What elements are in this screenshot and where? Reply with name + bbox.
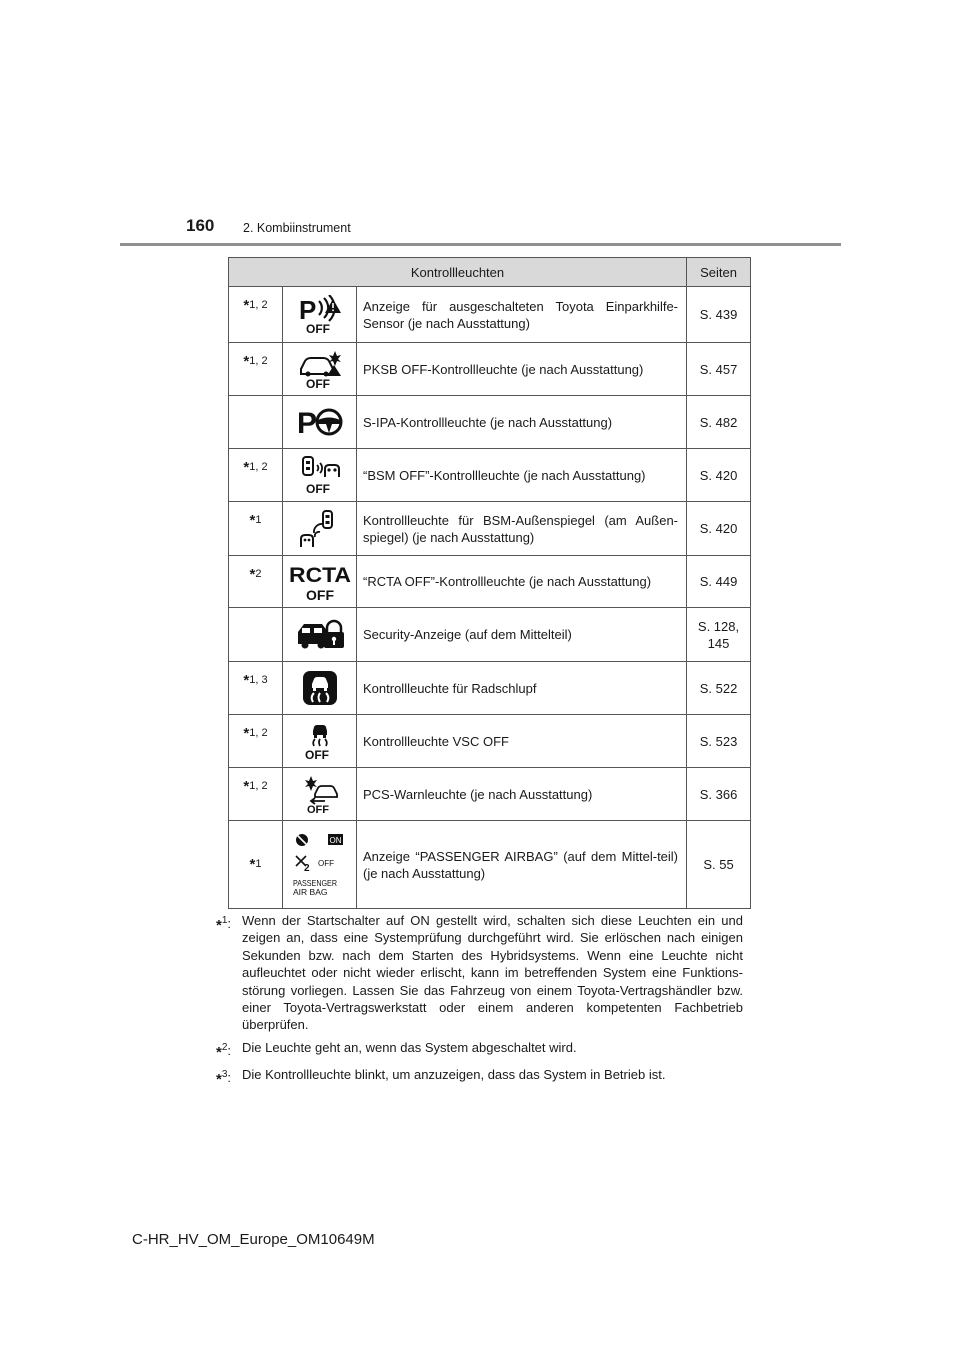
parking-sensor-off-icon	[283, 287, 357, 343]
svg-text:AIR BAG: AIR BAG	[292, 886, 327, 897]
page-number: 160	[186, 216, 215, 235]
row-note	[229, 608, 283, 662]
footnotes	[216, 912, 743, 1094]
row-note: *1, 3	[229, 662, 283, 715]
table-row	[229, 396, 751, 449]
svg-text:PASSENGER: PASSENGER	[292, 877, 337, 888]
row-page: S. 420	[687, 502, 751, 556]
row-description: PKSB OFF-Kontrollleuchte (je nach Ausstattung)	[357, 343, 687, 396]
footnote-text: Die Leuchte geht an, wenn das System abgeschaltet wird.	[242, 1039, 577, 1055]
svg-text:P: P	[296, 407, 317, 439]
bsm-off-icon	[283, 449, 357, 502]
rcta-off-icon	[283, 556, 357, 608]
footnote: *$^1$: Wenn der Startschalter auf ON gestellt wird, schalten sich diese Leuchten ein und zeigen an, dass eine Systemprüfung durchgeführt wird. Sie erlöschen nach einigen Sekunden bzw. nach dem Starten des Hybridsystems. Wenn eine Leuchte nicht aufleuchtet oder nicht wieder erlischt, kann im betreffenden System eine Funktions-störung vorliegen. Lassen Sie das Fahrzeug von einem Toyota-Vertragshändler bzw. einer Toyota-Vertragswerkstatt oder einem anderen kompetenten Fachbetrieb überprüfen.	[216, 913, 743, 1033]
footnote-text: Die Kontrollleuchte blinkt, um anzuzeigen, dass das System in Betrieb ist.	[242, 1067, 666, 1083]
header-pages: Seiten	[687, 258, 751, 287]
passenger-airbag-icon	[283, 821, 357, 909]
svg-text:OFF: OFF	[317, 858, 334, 868]
svg-text:OFF: OFF	[305, 482, 330, 495]
row-note: *1, 2	[229, 449, 283, 502]
row-description: “BSM OFF”-Kontrollleuchte (je nach Ausstattung)	[357, 449, 687, 502]
row-description: Kontrollleuchte VSC OFF	[357, 715, 687, 768]
row-note: *1	[229, 821, 283, 909]
row-description: “RCTA OFF”-Kontrollleuchte (je nach Ausstattung)	[357, 556, 687, 608]
footnote: *$^3$: Die Kontrollleuchte blinkt, um anzuzeigen, dass das System in Betrieb ist.	[216, 1066, 743, 1088]
row-note: *1, 2	[229, 287, 283, 343]
header-rule	[120, 243, 841, 246]
table-header-row	[229, 258, 751, 287]
row-note: *1, 2	[229, 343, 283, 396]
row-page: S. 366	[687, 768, 751, 821]
table-row	[229, 821, 751, 909]
section-title: 2. Kombiinstrument	[243, 221, 351, 235]
slip-indicator-icon	[283, 662, 357, 715]
table-row	[229, 608, 751, 662]
svg-text:OFF: OFF	[305, 321, 330, 335]
document-code: C-HR_HV_OM_Europe_OM10649M	[132, 1231, 375, 1248]
header-lights: Kontrollleuchten	[229, 258, 687, 287]
footnote: *$^2$: Die Leuchte geht an, wenn das System abgeschaltet wird.	[216, 1039, 743, 1061]
indicator-lights-table	[228, 257, 751, 909]
row-description: Anzeige für ausgeschalteten Toyota Einparkhilfe-Sensor (je nach Ausstattung)	[357, 287, 687, 343]
svg-text:RCTA: RCTA	[288, 563, 351, 587]
table-row	[229, 287, 751, 343]
svg-text:OFF: OFF	[305, 377, 330, 389]
row-note: *1, 2	[229, 715, 283, 768]
row-page: S. 128, 145	[687, 608, 751, 662]
svg-text:OFF: OFF	[306, 804, 329, 814]
svg-text:2: 2	[303, 862, 310, 874]
row-description: Kontrollleuchte für BSM-Außenspiegel (am Außen-spiegel) (je nach Ausstattung)	[357, 502, 687, 556]
row-page: S. 55	[687, 821, 751, 909]
row-note: *1	[229, 502, 283, 556]
footnote-text: Wenn der Startschalter auf ON gestellt wird, schalten sich diese Leuchten ein und zeigen an, dass eine Systemprüfung durchgeführt wird. Sie erlöschen nach einigen Sekunden bzw. nach dem Starten des Hybridsystems. Wenn eine Leuchte nicht aufleuchtet oder nicht wieder erlischt, kann im betreffenden System eine Funktions-störung vorliegen. Lassen Sie das Fahrzeug von einem Toyota-Vertragshändler bzw. einer Toyota-Vertragswerkstatt oder einem anderen kompetenten Fachbetrieb überprüfen.	[242, 913, 743, 1033]
row-page: S. 449	[687, 556, 751, 608]
table-row	[229, 449, 751, 502]
row-description: Kontrollleuchte für Radschlupf	[357, 662, 687, 715]
vsc-off-icon	[283, 715, 357, 768]
table-row	[229, 343, 751, 396]
pksb-off-icon	[283, 343, 357, 396]
svg-text:OFF: OFF	[305, 586, 334, 602]
table-row	[229, 502, 751, 556]
row-page: S. 523	[687, 715, 751, 768]
row-page: S. 420	[687, 449, 751, 502]
row-description: Anzeige “PASSENGER AIRBAG” (auf dem Mittel-teil) (je nach Ausstattung)	[357, 821, 687, 909]
table-row	[229, 768, 751, 821]
row-note: *1, 2	[229, 768, 283, 821]
svg-text:OFF: OFF	[304, 748, 329, 761]
svg-text:P: P	[298, 294, 316, 325]
row-page: S. 457	[687, 343, 751, 396]
table-row	[229, 715, 751, 768]
bsm-mirror-icon	[283, 502, 357, 556]
row-note: *2	[229, 556, 283, 608]
row-page: S. 522	[687, 662, 751, 715]
row-note	[229, 396, 283, 449]
row-page: S. 439	[687, 287, 751, 343]
svg-text:ON: ON	[329, 835, 341, 845]
pcs-warning-icon	[283, 768, 357, 821]
table-row	[229, 662, 751, 715]
row-page: S. 482	[687, 396, 751, 449]
s-ipa-icon	[283, 396, 357, 449]
row-description: S-IPA-Kontrollleuchte (je nach Ausstattung)	[357, 396, 687, 449]
row-description: Security-Anzeige (auf dem Mittelteil)	[357, 608, 687, 662]
row-description: PCS-Warnleuchte (je nach Ausstattung)	[357, 768, 687, 821]
security-lock-icon	[283, 608, 357, 662]
table-row	[229, 556, 751, 608]
